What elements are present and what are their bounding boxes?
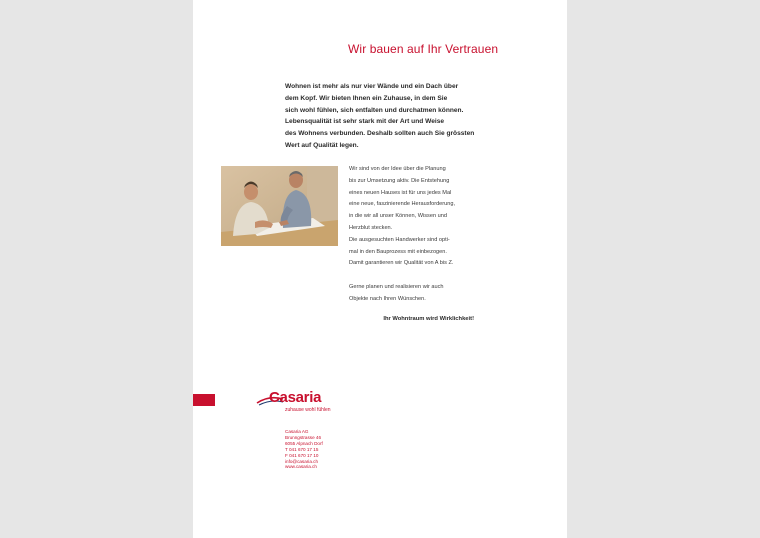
body-line: Die ausgesuchten Handwerker sind opti-	[349, 236, 450, 243]
body-line: Wir sind von der Idee über die Planung	[349, 166, 446, 172]
body-line: mal in den Bauprozess mit einbezogen.	[349, 248, 447, 255]
address-line: T 041 670 17 15	[285, 446, 319, 452]
address-line: F 041 670 17 10	[285, 452, 319, 458]
intro-line: sich wohl fühlen, sich entfalten und durchatmen können.	[285, 106, 464, 114]
paragraph-gap	[349, 270, 474, 282]
address-line: Brunngstrasse 46	[285, 434, 322, 440]
red-accent-tab	[193, 394, 215, 406]
intro-line: Wert auf Qualität legen.	[285, 141, 359, 149]
page-headline: Wir bauen auf Ihr Vertrauen	[348, 42, 499, 56]
address-block	[285, 429, 385, 470]
body-line: in die wir all unser Können, Wissen und	[349, 213, 447, 220]
casaria-logo	[255, 389, 345, 419]
body-line: Herzblut stecken.	[349, 224, 393, 231]
address-line: Casaria AG	[285, 429, 309, 434]
intro-line: dem Kopf. Wir bieten Ihnen ein Zuhause, in dem Sie	[285, 94, 448, 102]
body-line: Damit garantieren wir Qualität von A bis Z.	[349, 260, 454, 267]
body-line: eine neue, faszinierende Herausforderung,	[349, 201, 456, 208]
intro-line: Lebensqualität ist sehr stark mit der Art und Weise	[285, 118, 445, 126]
slogan: Ihr Wohntraum wird Wirklichkeit!	[383, 316, 474, 322]
body-line: bis zur Umsetzung aktiv. Die Entstehung	[349, 177, 450, 184]
body-line: eines neuen Hauses ist für uns jedes Mal	[349, 189, 452, 196]
email-link[interactable]: info@casaria.ch	[285, 458, 319, 464]
address-line: 6055 Alpnach Dorf	[285, 440, 323, 446]
body-line: Gerne planen und realisieren wir auch	[349, 283, 444, 290]
intro-line: Wohnen ist mehr als nur vier Wände und ein Dach über	[285, 83, 459, 90]
team-photo	[221, 166, 338, 246]
body-text	[349, 164, 474, 306]
intro-paragraph	[285, 81, 475, 152]
brochure-page	[193, 0, 567, 538]
logo-wordmark: Casaria	[269, 389, 322, 406]
website-link[interactable]: www.casaria.ch	[285, 464, 317, 470]
body-line: Objekte nach Ihren Wünschen.	[349, 295, 426, 302]
intro-line: des Wohnens verbunden. Deshalb sollten auch Sie grössten	[285, 130, 475, 138]
logo-tagline: zuhause wohl fühlen	[285, 407, 331, 413]
